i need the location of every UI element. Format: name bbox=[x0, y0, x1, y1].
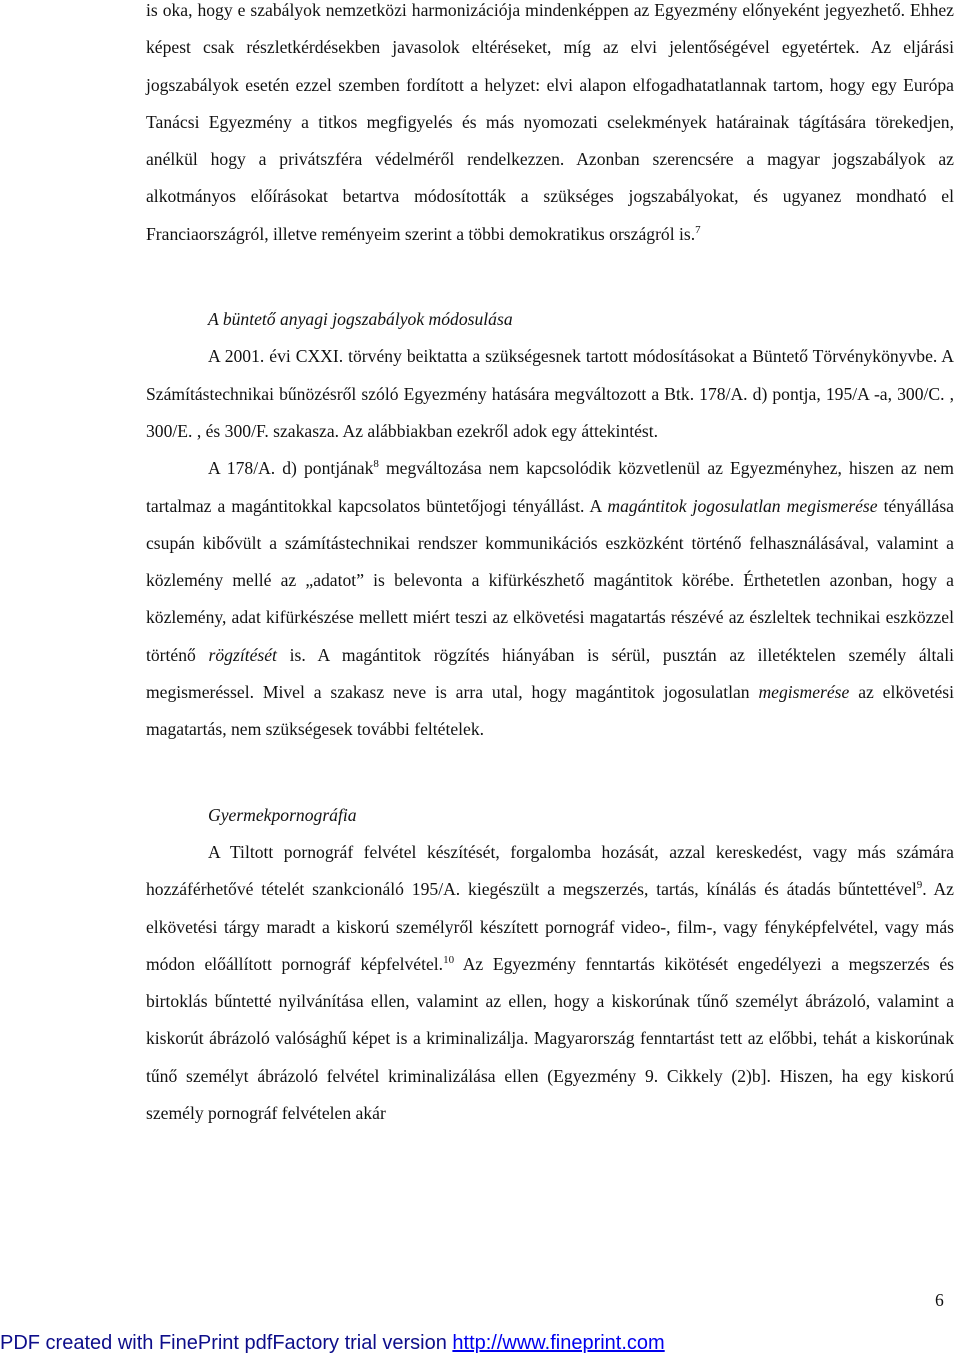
paragraph-privacy bbox=[146, 450, 954, 748]
footnote-ref-8: 8 bbox=[373, 458, 379, 471]
paragraph-text: megváltozása nem kapcsolódik közvetlenül az Egyezményhez, hiszen az nem tartalmaz a magántitokkal kapcsolatos büntetőjogi tényállást. A bbox=[146, 458, 954, 516]
paragraph-text: tényállása csupán kibővült a számítástechnikai rendszer kommunikációs eszközként történő felhasználásával, valamint a közlemény mellé az „adatot” is belevonta a kifürkészhető magántitok körébe. Érthetetlen azonban, hogy a közlemény, adat kifürkészése mellett miért teszi az elkövetési magatartás részévé az észleltek technikai eszközzel történő bbox=[146, 495, 954, 665]
paragraph-text: . Az elkövetési tárgy maradt a kiskorú személyről készített pornográf video-, film-, vagy fényképfelvétel, vagy más módon előállított pornográf képfelvétel. bbox=[146, 879, 954, 974]
paragraph-text: is oka, hogy e szabályok nemzetközi harmonizációja mindenképpen az Egyezmény előnyeként jegyezhető. Ehhez képest csak részletkérdésekben javasolok eltéréseket, míg az elvi jelentőségével egyetértek. Az eljárási jogszabályok esetén ezzel szemben fordított a helyzet: elvi alapon elfogadhatatlannak tartom, hogy egy Európa Tanácsi Egyezmény a titkos megfigyelés és más nyomozati cselekmények határainak tágítására törekedjen, anélkül hogy a privátszféra védelméről rendelkezzen. Azonban szerencsére a magyar jogszabályok az alkotmányos előírásokat betartva módosították a szükséges jogszabályokat, és ugyanez mondható el Franciaországról, illetve reményeim szerint a többi demokratikus országról is. bbox=[146, 0, 954, 244]
paragraph-continuation bbox=[146, 0, 954, 253]
italic-term: rögzítését bbox=[208, 644, 277, 665]
footnote-ref-7: 7 bbox=[695, 223, 701, 236]
paragraph-text: Az Egyezmény fenntartás kikötését engedélyezi a megszerzés és birtoklás bűntetté nyilvánítása ellen, valamint az ellen, hogy a kiskorúnak tűnő személyt ábrázoló, valamint a kiskorút ábrázoló valósághű képet is a kriminalizálja. Magyarország fenntartást tett az előbbi, tehát a kiskorúnak tűnő személyt ábrázoló felvétel kriminalizálása ellen (Egyezmény 9. Cikkely (2)b]. Hiszen, ha egy kiskorú személy pornográf felvételen akár bbox=[146, 953, 954, 1124]
italic-term: magántitok jogosulatlan megismerése bbox=[607, 495, 878, 516]
footnote-ref-9: 9 bbox=[916, 879, 923, 892]
paragraph-text: A 178/A. d) pontjának bbox=[208, 458, 374, 479]
paragraph-text: A Tiltott pornográf felvétel készítését, forgalomba hozását, azzal kereskedést, vagy más számára hozzáférhetővé tételét szankcionáló 195/A. kiegészült a megszerzés, tartás, kínálás és átadás bűntettével bbox=[146, 841, 954, 900]
paragraph-text: is. A magántitok rögzítés hiányában is sérül, pusztán az illetéktelen személy általi megismeréssel. Mivel a szakasz neve is arra utal, hogy magántitok jogosulatlan bbox=[146, 644, 954, 703]
footer-link[interactable]: http://www.fineprint.com bbox=[452, 1332, 665, 1354]
page-number: 6 bbox=[935, 1290, 944, 1310]
pdf-footer bbox=[0, 1328, 960, 1358]
italic-term: megismerése bbox=[758, 682, 850, 703]
paragraph-text: az elkövetési magatartás, nem szükségesek további feltételek. bbox=[146, 682, 955, 740]
footer-text: PDF created with FinePrint pdfFactory trial version bbox=[0, 1332, 453, 1354]
page-body bbox=[146, 0, 954, 1132]
section-heading-criminal-law: A büntető anyagi jogszabályok módosulása bbox=[208, 309, 513, 330]
paragraph-amendments: A 2001. évi CXXI. törvény beiktatta a szükségesnek tartott módosításokat a Büntető Törvénykönyvbe. A Számítástechnikai bűnözésről szóló Egyezmény hatására megváltozott a Btk. 178/A. d) pontja, 195/A -a, 300/C. , 300/E. , és 300/F. szakasza. Az alábbiakban ezekről adok egy áttekintést. bbox=[146, 346, 954, 441]
footnote-ref-10: 10 bbox=[443, 953, 455, 966]
paragraph-child-pornography bbox=[146, 834, 954, 1132]
section-heading-child-pornography: Gyermekpornográfia bbox=[208, 804, 357, 825]
